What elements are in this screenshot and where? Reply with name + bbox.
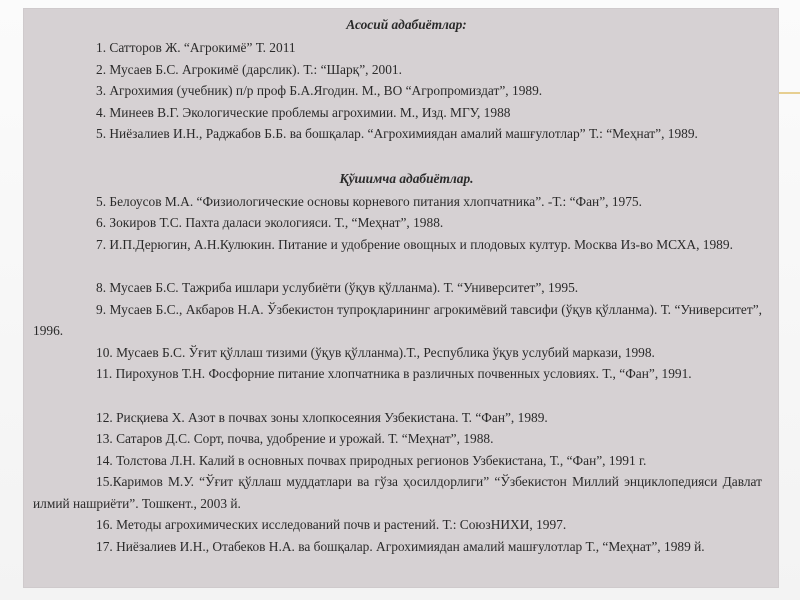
extra-reference-12: 12. Рисқиева Х. Азот в почвах зоны хлопкосеяния Узбекистана. Т. “Фан”, 1989. — [96, 409, 548, 425]
main-references-heading: Асосий адабиётлар: — [346, 17, 467, 32]
extra-reference-14: 14. Толстова Л.Н. Калий в основных почвах природных регионов Узбекистана, Т., “Фан”, 1991 г. — [96, 452, 647, 468]
extra-reference-6: 6. Зокиров Т.С. Пахта даласи экологияси. Т., “Меҳнат”, 1988. — [96, 215, 444, 231]
extra-reference-16: 16. Методы агрохимических исследований почв и растений. Т.: СоюзНИХИ, 1997. — [96, 517, 567, 533]
extra-reference-7: 7. И.П.Дерюгин, А.Н.Кулюкин. Питание и удобрение овощных и плодовых култур. Москва Из-во МСХА, 1989. — [96, 236, 733, 252]
extra-reference-5: 5. Белоусов М.А. “Физиологические основы корневого питания хлопчатника”. -Т.: “Фан”, 1975. — [96, 193, 642, 209]
main-reference-4: 4. Минеев В.Г. Экологические проблемы агрохимии. М., Изд. МГУ, 1988 — [96, 104, 511, 120]
main-reference-5: 5. Ниёзалиев И.Н., Раджабов Б.Б. ва бошқалар. “Агрохимиядан амалий машғулотлар” Т.: “Меҳнат”, 1989. — [96, 126, 698, 142]
extra-reference-9: 9. Мусаев Б.С., Акбаров Н.А. Ўзбекистон тупроқларининг агрокимёвий тавсифи (ўқув қўлланма). Т. “Университет”, 1996. — [33, 301, 762, 339]
main-reference-3: 3. Агрохимия (учебник) п/р проф Б.А.Ягодин. М., ВО “Агропромиздат”, 1989. — [96, 83, 543, 99]
extra-references-heading: Қўшимча адабиётлар. — [339, 170, 474, 186]
extra-reference-13: 13. Сатаров Д.С. Сорт, почва, удобрение и урожай. Т. “Меҳнат”, 1988. — [96, 431, 494, 447]
extra-references-list — [33, 191, 780, 580]
extra-reference-10: 10. Мусаев Б.С. Ўғит қўллаш тизими (ўқув қўлланма).Т., Республика ўқув услубий маркази, 1998. — [96, 344, 655, 360]
main-reference-2: 2. Мусаев Б.С. Агрокимё (дарслик). Т.: “Шарқ”, 2001. — [96, 61, 402, 77]
main-reference-1: 1. Сатторов Ж. “Агрокимё” Т. 2011 — [96, 40, 296, 55]
extra-reference-8: 8. Мусаев Б.С. Тажриба ишлари услубиёти (ўқув қўлланма). Т. “Университет”, 1995. — [96, 279, 579, 295]
extra-reference-15: 15.Каримов М.У. “Ўғит қўллаш муддатлари ва гўза ҳосилдорлиги” “Ўзбекистон Миллий энциклопедияси Давлат илмий нашриёти”. Тошкент., 2003 й. — [33, 474, 762, 511]
extra-reference-11: 11. Пирохунов Т.Н. Фосфорние питание хлопчатника в различных почвенных условиях. Т., “Фан”, 1991. — [96, 366, 692, 382]
extra-reference-17: 17. Ниёзалиев И.Н., Отабеков Н.А. ва бошқалар. Агрохимиядан амалий машғулотлар Т., “Меҳнат”, 1989 й. — [96, 539, 705, 555]
main-references-list — [33, 37, 780, 167]
references-content — [33, 0, 780, 579]
